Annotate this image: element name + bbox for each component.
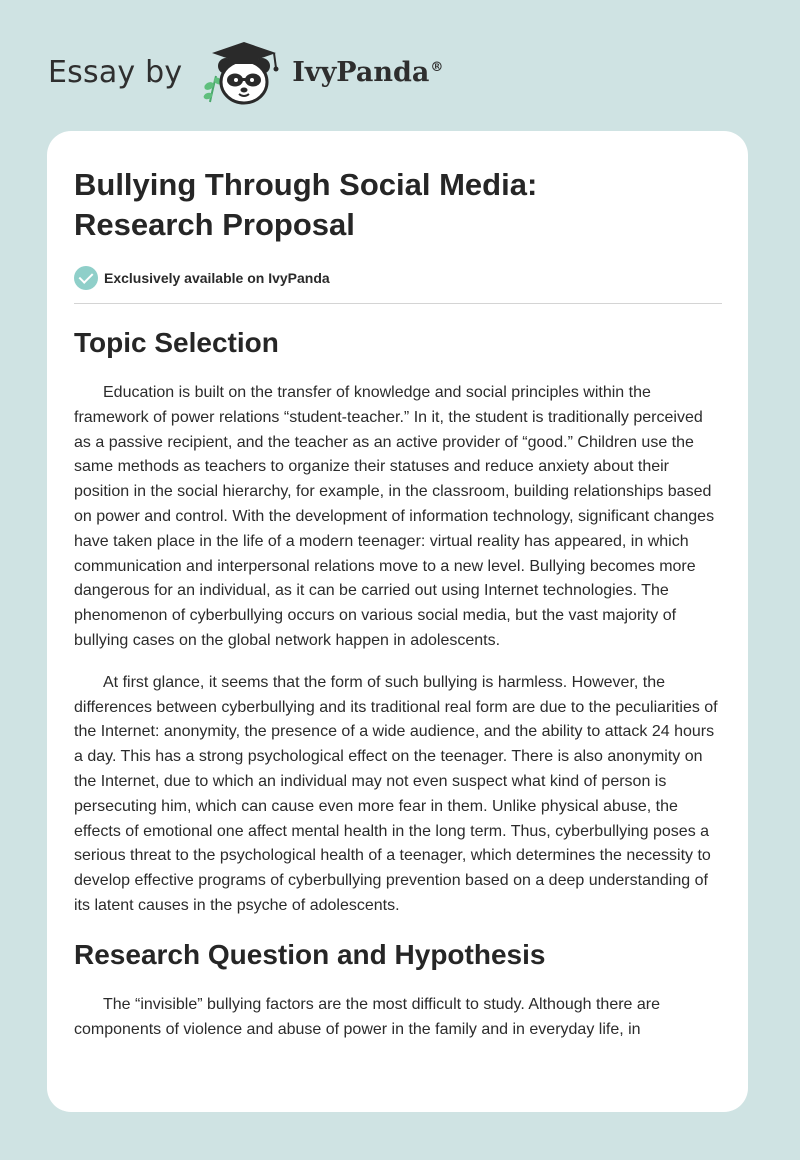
divider xyxy=(74,303,722,304)
paragraph: At first glance, it seems that the form of such bullying is harmless. However, the differences between cyberbullying and its traditional real form are due to the peculiarities of the Internet: anonymity, the presence of a wide audience, and the ability to attack 24 hours a day. This has a strong psychological effect on the teenager. There is also anonymity on the Internet, due to which an individual may not even suspect what kind of person is persecuting him, which can cause even more fear in them. Unlike physical abuse, the effects of emotional one affect mental health in the long term. Thus, cyberbullying poses a serious threat to the psychological health of a teenager, which determines the necessity to develop effective programs of cyberbullying prevention based on a deep understanding of its latent causes in the psyche of adolescents. xyxy=(74,673,718,914)
title-line-2: Research Proposal xyxy=(74,207,355,242)
brand-prefix: Essay by xyxy=(48,54,183,90)
page-title xyxy=(74,165,722,245)
exclusive-badge xyxy=(74,265,722,291)
exclusive-badge-text: Exclusively available on IvyPanda xyxy=(104,270,330,286)
paragraph: The “invisible” bullying factors are the most difficult to study. Although there are components of violence and abuse of power in the family and in everyday life, in xyxy=(74,995,661,1038)
brand-name[interactable]: IvyPanda® xyxy=(292,56,444,88)
site-header xyxy=(48,36,443,108)
section-heading-topic-selection: Topic Selection xyxy=(74,327,279,358)
registered-mark: ® xyxy=(430,59,444,75)
panda-graduate-icon[interactable] xyxy=(196,36,288,108)
check-circle-icon xyxy=(74,266,98,290)
essay-card xyxy=(47,131,748,1112)
title-line-1: Bullying Through Social Media: xyxy=(74,167,538,202)
section-heading-research-question: Research Question and Hypothesis xyxy=(74,938,546,970)
paragraph: Education is built on the transfer of knowledge and social principles within the framework of power relations “student-teacher.” In it, the student is traditionally perceived as a passive recipient, and the teacher as an active provider of “good.” Children use the same methods as teachers to organize their statuses and reduce anxiety about their position in the social hierarchy, for example, in the classroom, building relationships based on power and control. With the development of information technology, significant changes have taken place in the life of a modern teenager: virtual reality has appeared, in which communication and interpersonal relations move to a new level. Bullying becomes more dangerous for an individual, as it can be carried out using Internet technologies. The phenomenon of cyberbullying occurs on various social media, but the vast majority of bullying cases on the global network happen in adolescents. xyxy=(74,384,715,649)
